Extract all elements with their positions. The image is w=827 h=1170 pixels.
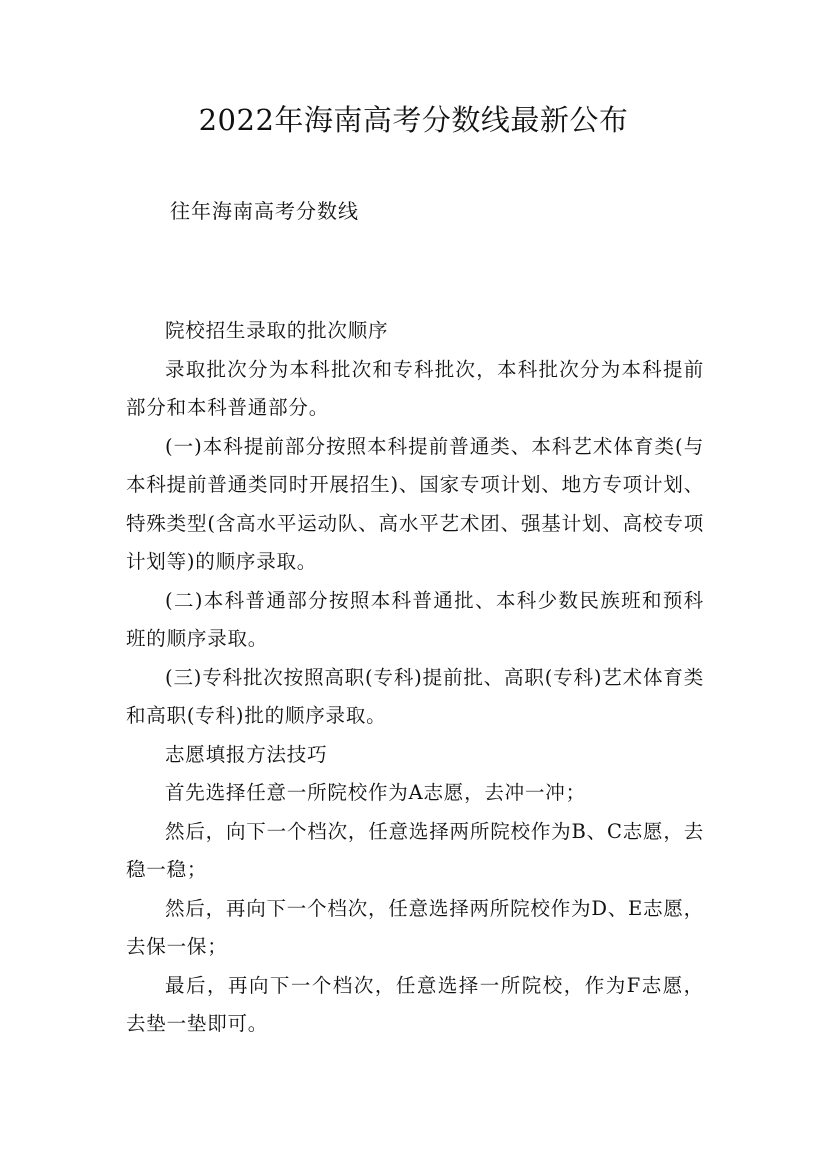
paragraph-tips-heading: 志愿填报方法技巧 bbox=[165, 742, 328, 766]
paragraph-batch-division: 录取批次分为本科批次和专科批次，本科批次分为本科提前部分和本科普通部分。 bbox=[126, 357, 704, 419]
section-subheading: 往年海南高考分数线 bbox=[170, 199, 359, 223]
paragraph-choice-a: 首先选择任意一所院校作为A志愿，去冲一冲； bbox=[165, 781, 586, 804]
paragraph-admission-order-heading: 院校招生录取的批次顺序 bbox=[165, 319, 389, 342]
paragraph-undergrad-regular: (二)本科普通部分按照本科普通批、本科少数民族班和预科班的顺序录取。 bbox=[126, 588, 704, 650]
paragraph-vocational: (三)专科批次按照高职(专科)提前批、高职(专科)艺术体育类和高职(专科)批的顺序录取。 bbox=[126, 665, 704, 727]
paragraph-choice-de: 然后，再向下一个档次，任意选择两所院校作为D、E志愿，去保一保； bbox=[126, 896, 704, 958]
paragraph-choice-bc: 然后，向下一个档次，任意选择两所院校作为B、C志愿，去稳一稳； bbox=[126, 819, 704, 881]
paragraph-undergrad-advance: (一)本科提前部分按照本科提前普通类、本科艺术体育类(与本科提前普通类同时开展招生)、国家专项计划、地方专项计划、特殊类型(含高水平运动队、高水平艺术团、强基计划、高校专项计划等)的顺序录取。 bbox=[126, 434, 704, 573]
paragraph-choice-f: 最后，再向下一个档次，任意选择一所院校，作为F志愿，去垫一垫即可。 bbox=[126, 973, 704, 1035]
document-body bbox=[126, 312, 704, 1044]
document-title: 2022年海南高考分数线最新公布 bbox=[198, 103, 629, 137]
